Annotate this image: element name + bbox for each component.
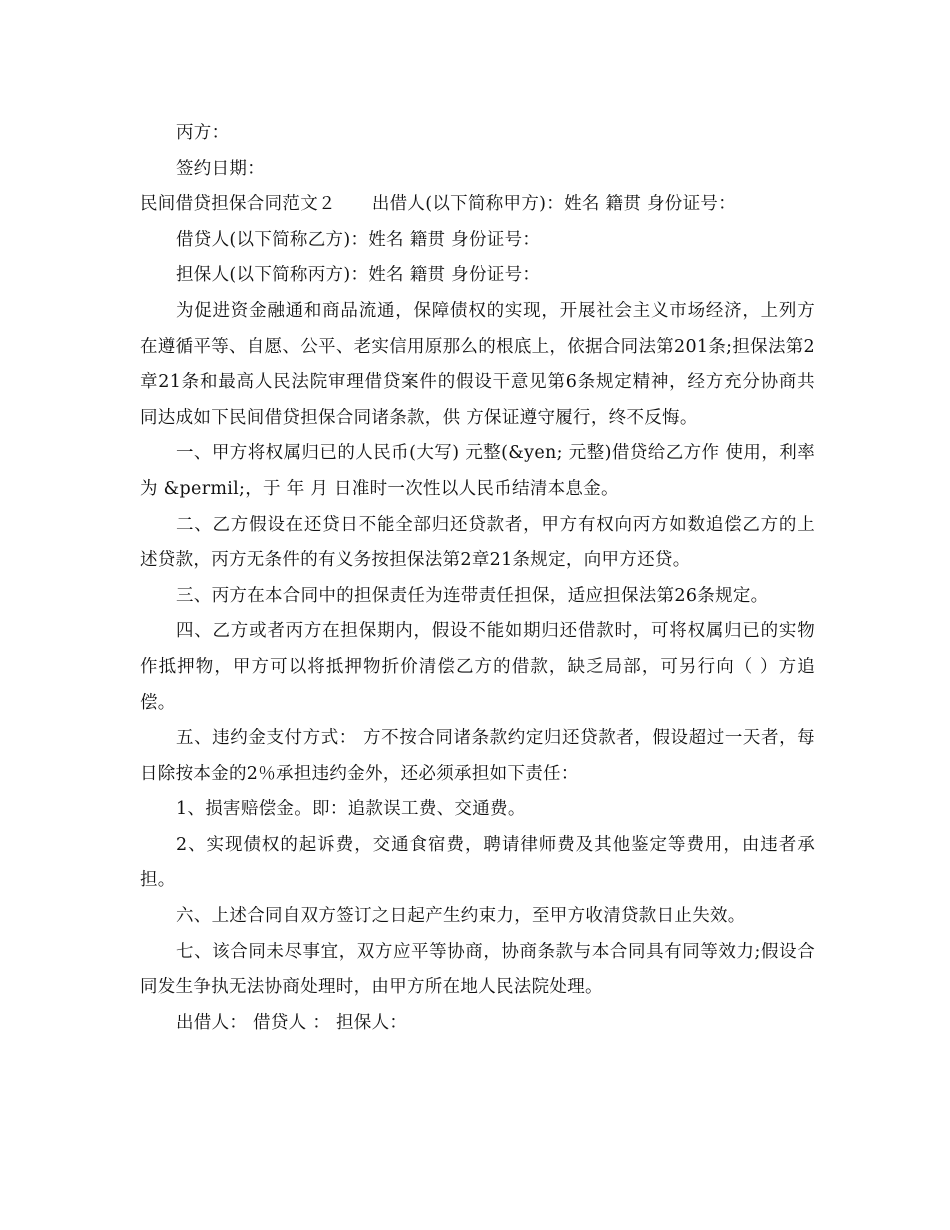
clause-1: 一、甲方将权属归已的人民币(大写) 元整(&yen; 元整)借贷给乙方作 使用，利率为 &permil;，于 年 月 日准时一次性以人民币结清本息金。: [140, 443, 815, 499]
signature-line: 出借人： 借贷人 ： 担保人：: [176, 1012, 408, 1033]
clause-4: 四、乙方或者丙方在担保期内，假设不能如期归还借款时，可将权属归已的实物作抵押物，甲方可以将抵押物折价清偿乙方的借款，缺乏局部，可另行向（ ）方追偿。: [140, 621, 815, 713]
contract-heading: 民间借贷担保合同范文２: [140, 194, 336, 215]
party-c-line: 丙方：: [176, 123, 230, 143]
clause-5-item-2: 2、实现债权的起诉费，交通食宿费，聘请律师费及其他鉴定等费用，由违者承担。: [140, 834, 815, 891]
clause-7: 七、该合同未尽事宜，双方应平等协商，协商条款与本合同具有同等效力;假设合同发生争执无法协商处理时，由甲方所在地人民法院处理。: [140, 941, 815, 998]
clause-3: 三、丙方在本合同中的担保责任为连带责任担保，适应担保法第26条规定。: [176, 585, 769, 606]
guarantor-info: 担保人(以下简称丙方)：姓名 籍贯 身份证号：: [176, 265, 541, 286]
clause-2: 二、乙方假设在还贷日不能全部归还贷款者，甲方有权向丙方如数追偿乙方的上述贷款，丙方无条件的有义务按担保法第2章21条规定，向甲方还贷。: [140, 514, 815, 571]
lender-info: 出借人(以下简称甲方)：姓名 籍贯 身份证号：: [371, 194, 736, 215]
borrower-info: 借贷人(以下简称乙方)：姓名 籍贯 身份证号：: [176, 229, 541, 250]
clause-5: 五、违约金支付方式： 方不按合同诸条款约定归还贷款者，假设超过一天者，每日除按本金的2％承担违约金外，还必须承担如下责任：: [140, 728, 815, 784]
clause-6: 六、上述合同自双方签订之日起产生约束力，至甲方收清贷款日止失效。: [176, 906, 746, 927]
document-body: [140, 116, 815, 1041]
sign-date-line: 签约日期：: [176, 158, 265, 179]
preamble-paragraph: 为促进资金融通和商品流通，保障债权的实现，开展社会主义市场经济，上列方在遵循平等、自愿、公平、老实信用原那么的根底上，依据合同法第201条;担保法第2章21条和最高人民法院审理借贷案件的假设干意见第6条规定精神，经方充分协商共同达成如下民间借贷担保合同诸条款，供 方保证遵守履行，终不反悔。: [140, 300, 815, 428]
heading-line: [140, 187, 815, 223]
clause-5-item-1: 1、损害赔偿金。即：追款误工费、交通费。: [176, 799, 526, 820]
